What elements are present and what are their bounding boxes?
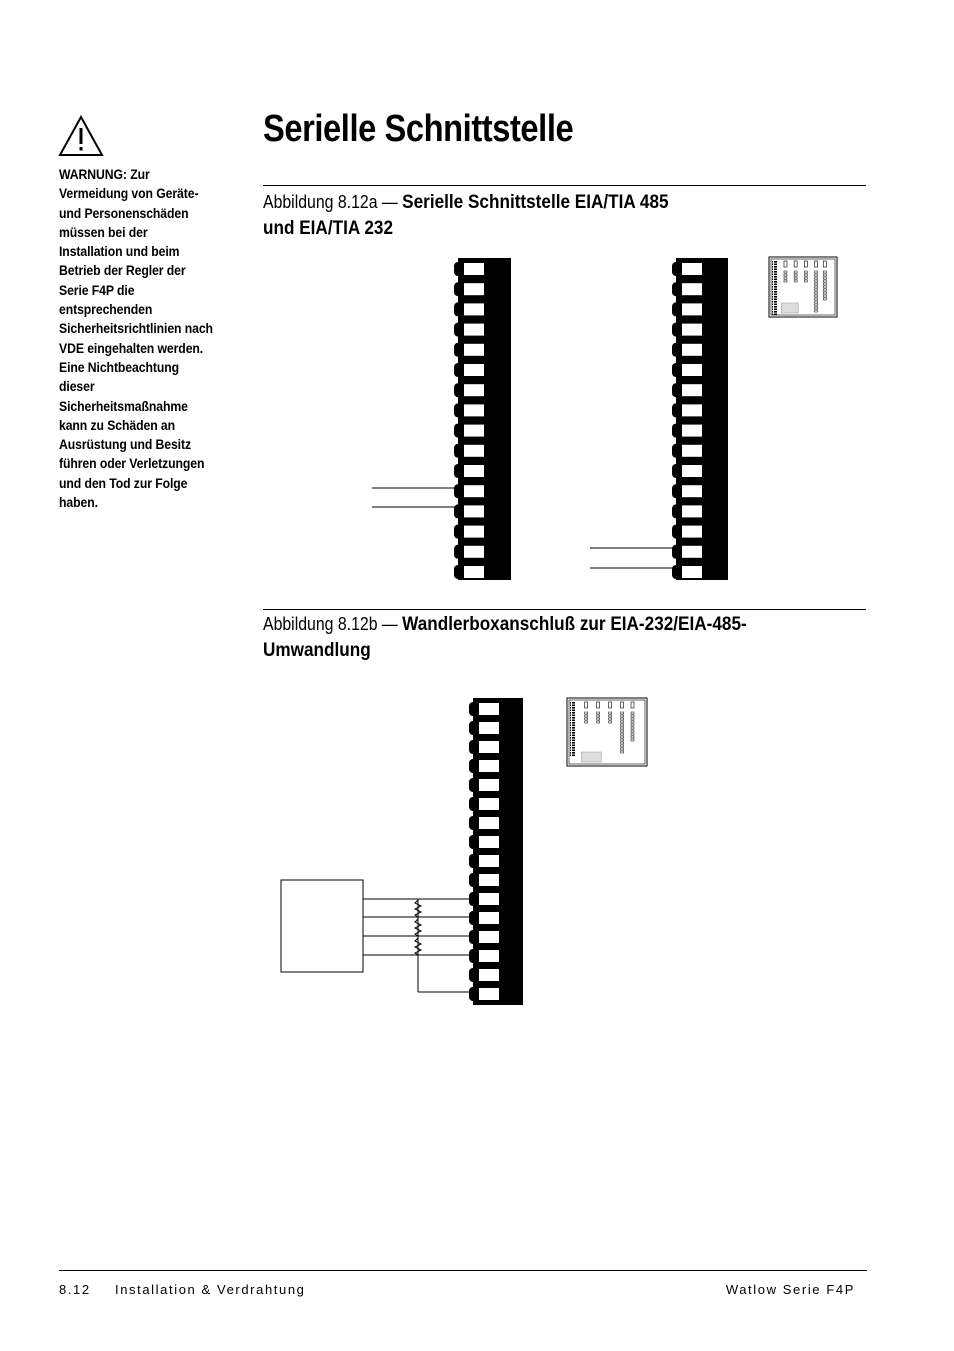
terminal-notch (454, 262, 462, 276)
terminal-notch (454, 545, 462, 559)
terminal-screw (682, 283, 702, 295)
figure-b-rule (263, 609, 866, 610)
terminal-notch (672, 383, 680, 397)
terminal-notch (469, 854, 477, 868)
terminal-notch (672, 323, 680, 337)
terminal-screw (682, 364, 702, 376)
terminal-notch (469, 702, 477, 716)
terminal-screw (682, 526, 702, 538)
figure-b-caption (263, 611, 809, 663)
terminal-notch (469, 778, 477, 792)
terminal-screw (464, 485, 484, 497)
terminal-notch (672, 525, 680, 539)
terminal-screw (464, 425, 484, 437)
terminal-screw (479, 855, 499, 867)
terminal-notch (454, 363, 462, 377)
footer-page-number: 8.12 (59, 1282, 91, 1297)
terminal-screw (464, 546, 484, 558)
terminal-screw (479, 931, 499, 943)
terminal-screw (682, 263, 702, 275)
panel-outline (769, 257, 837, 317)
terminal-block-right (672, 258, 728, 580)
terminal-notch (672, 343, 680, 357)
figure-a-title-line1: Serielle Schnittstelle EIA/TIA 485 (402, 191, 669, 213)
terminal-screw (464, 384, 484, 396)
terminal-screw (479, 950, 499, 962)
terminal-notch (469, 930, 477, 944)
terminal-notch (469, 987, 477, 1001)
terminal-notch (672, 484, 680, 498)
terminal-screw (682, 324, 702, 336)
controller-rear-panel-a (769, 257, 837, 317)
terminal-notch (454, 383, 462, 397)
terminal-notch (454, 323, 462, 337)
figure-b-title-line2: Umwandlung (263, 639, 371, 661)
footer-rule (59, 1270, 867, 1271)
terminal-screw (682, 485, 702, 497)
terminal-screw (464, 445, 484, 457)
figure-b-prefix: Abbildung 8.12b — (263, 614, 398, 634)
terminal-screw (464, 404, 484, 416)
terminal-notch (672, 444, 680, 458)
footer-product: Watlow Serie F4P (725, 1282, 855, 1297)
terminal-block-b (469, 698, 523, 1005)
terminal-screw (464, 303, 484, 315)
terminal-notch (469, 721, 477, 735)
terminal-screw (464, 364, 484, 376)
terminal-screw (682, 546, 702, 558)
terminal-notch (469, 835, 477, 849)
controller-rear-panel-b (567, 698, 647, 766)
panel-outline (567, 698, 647, 766)
wires-a (372, 488, 675, 568)
terminal-notch (672, 363, 680, 377)
terminal-notch (672, 545, 680, 559)
terminal-notch (454, 403, 462, 417)
terminal-screw (479, 988, 499, 1000)
terminal-notch (454, 424, 462, 438)
terminal-screw (682, 303, 702, 315)
terminal-notch (454, 464, 462, 478)
terminal-screw (479, 893, 499, 905)
terminal-notch (469, 911, 477, 925)
terminal-notch (469, 816, 477, 830)
terminal-screw (479, 817, 499, 829)
terminal-notch (469, 740, 477, 754)
terminal-notch (672, 403, 680, 417)
terminal-screw (464, 324, 484, 336)
terminal-screw (479, 969, 499, 981)
terminal-screw (479, 703, 499, 715)
terminal-screw (464, 505, 484, 517)
terminal-notch (454, 302, 462, 316)
terminal-notch (454, 282, 462, 296)
terminal-screw (682, 384, 702, 396)
terminal-screw (682, 505, 702, 517)
terminal-notch (672, 262, 680, 276)
terminal-screw (464, 566, 484, 578)
terminal-screw (464, 283, 484, 295)
terminal-screw (682, 566, 702, 578)
terminal-screw (479, 779, 499, 791)
terminal-notch (469, 968, 477, 982)
terminal-notch (469, 759, 477, 773)
figure-a-title-line2: und EIA/TIA 232 (263, 217, 393, 239)
terminal-screw (479, 836, 499, 848)
terminal-notch (454, 343, 462, 357)
terminal-notch (469, 949, 477, 963)
terminal-notch (672, 302, 680, 316)
terminal-screw (682, 404, 702, 416)
footer-section: Installation & Verdrahtung (115, 1282, 306, 1297)
terminal-notch (672, 504, 680, 518)
terminal-notch (454, 444, 462, 458)
figure-b-title-line1: Wandlerboxanschluß zur EIA-232/EIA-485- (402, 613, 747, 635)
terminal-screw (479, 722, 499, 734)
terminal-notch (454, 484, 462, 498)
terminal-notch (454, 525, 462, 539)
terminal-block-left (454, 258, 511, 580)
terminal-screw (464, 465, 484, 477)
terminal-notch (469, 797, 477, 811)
terminal-notch (672, 565, 680, 579)
terminal-notch (672, 282, 680, 296)
terminal-screw (464, 526, 484, 538)
terminal-notch (469, 873, 477, 887)
terminal-screw (479, 741, 499, 753)
terminal-screw (682, 425, 702, 437)
warning-text: WARNUNG: Zur Vermeidung von Geräte- und Personenschäden müssen bei der Installation und beim Betrieb der Regler der Serie F4P die entsprechenden Sicherheitsrichtlinien nach VDE eingehalten werden. Eine Nichtbeachtung dieser Sicherheitsmaßnahme kann zu Schäden an Ausrüstung und Besitz führen oder Verletzungen und den Tod zur Folge haben. (59, 167, 213, 511)
terminal-screw (464, 263, 484, 275)
terminal-screw (479, 760, 499, 772)
figure-a-prefix: Abbildung 8.12a — (263, 192, 398, 212)
terminal-screw (464, 344, 484, 356)
terminal-screw (682, 465, 702, 477)
terminal-notch (454, 565, 462, 579)
terminal-screw (479, 912, 499, 924)
terminal-notch (672, 424, 680, 438)
terminal-screw (682, 344, 702, 356)
terminal-notch (672, 464, 680, 478)
page-title: Serielle Schnittstelle (263, 108, 574, 150)
converter-box (281, 880, 363, 972)
terminal-screw (479, 874, 499, 886)
wires-b (363, 899, 472, 992)
terminal-screw (479, 798, 499, 810)
terminal-screw (682, 445, 702, 457)
